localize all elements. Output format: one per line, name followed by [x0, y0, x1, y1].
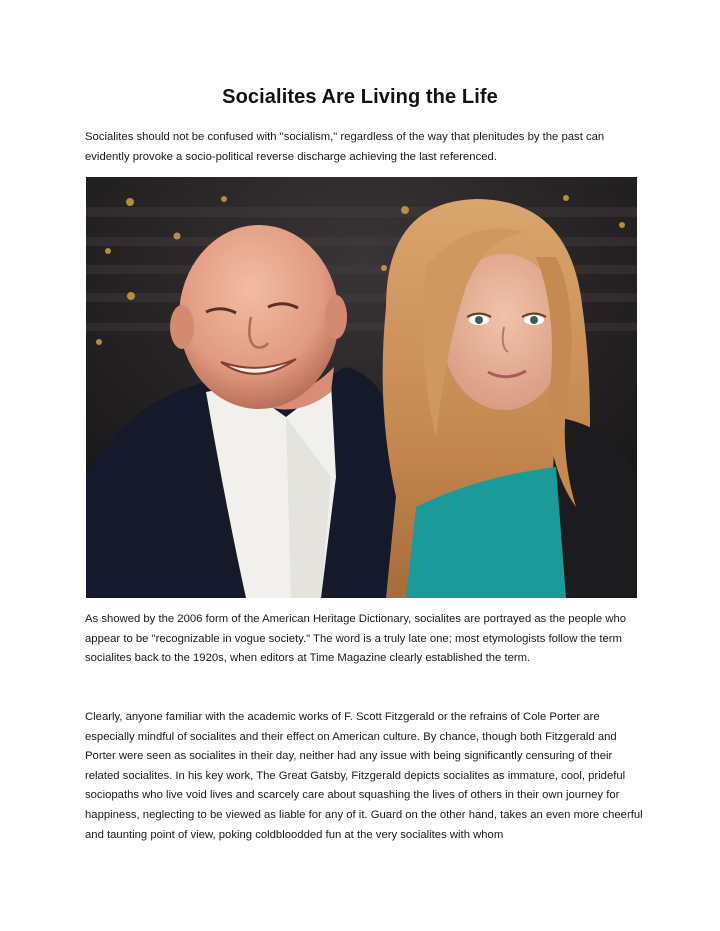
paragraph-fitzgerald-porter: Clearly, anyone familiar with the academic works of F. Scott Fitzgerald or the refrains of Cole Porter are especially mindful of socialites and their effect on American culture. By chance, though both Fitzgerald and Porter were seen as socialites in their day, neither had any issue with being significantly censuring of their related socialites. In his key work, The Great Gatsby, Fitzgerald depicts socialites as immature, cool, prideful sociopaths who live void lives and scarcely care about squashing the lives of others in their own journey for happiness, neglecting to be viewed as liable for any of it. Guard on the other hand, takes an even more cheerful and taunting point of view, poking coldbloodded fun at the very socialites with whom — [85, 711, 643, 841]
document-title: Socialites Are Living the Life — [222, 86, 498, 108]
paragraph-definition: As showed by the 2006 form of the American Heritage Dictionary, socialites are portrayed as the people who appear to be "recognizable in vogue society." The word is a truly late one; most etymologists follow the term socialites back to the 1920s, when editors at Time Magazine clearly established the term. — [85, 613, 627, 665]
photo-two-people — [86, 177, 637, 598]
photo-illustration — [86, 177, 637, 598]
paragraph-intro: Socialites should not be confused with "socialism," regardless of the way that plenitudes by the past can evidently provoke a socio-political reverse discharge achieving the last referenced. — [85, 131, 605, 163]
